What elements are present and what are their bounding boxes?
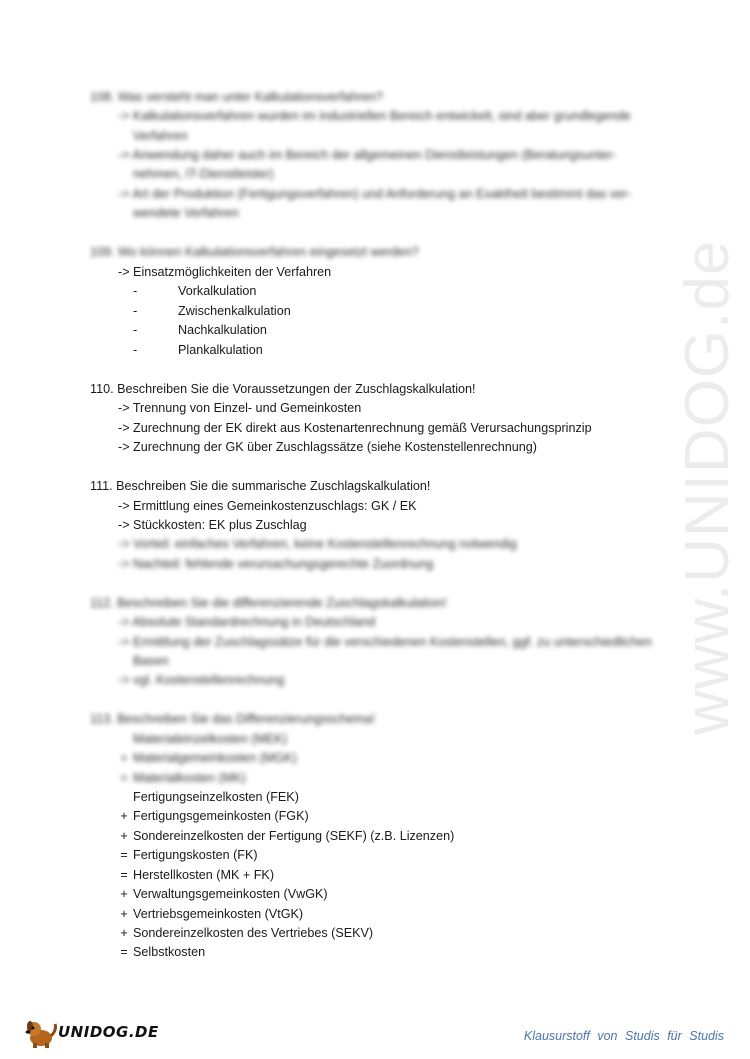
scheme-operator: + bbox=[120, 751, 128, 765]
scheme-operator: = bbox=[120, 848, 128, 862]
q111-line: -> Ermittlung eines Gemeinkostenzuschlags: GK / EK bbox=[118, 499, 417, 513]
q112-line: -> Absolute Standardrechnung in Deutschland bbox=[118, 615, 376, 629]
list-bullet: - bbox=[133, 343, 138, 357]
scheme-operator: + bbox=[120, 887, 128, 901]
scheme-item: Sondereinzelkosten der Fertigung (SEKF) (z.B. Lizenzen) bbox=[133, 829, 455, 843]
scheme-operator: + bbox=[120, 907, 128, 921]
scheme-item: Selbstkosten bbox=[133, 945, 206, 959]
scheme-operator: + bbox=[120, 829, 128, 843]
scheme-item: Verwaltungsgemeinkosten (VwGK) bbox=[133, 887, 328, 901]
scheme-operator: + bbox=[120, 926, 128, 940]
list-item-text: Vorkalkulation bbox=[178, 284, 257, 298]
q113-title: 113. Beschreiben Sie das Differenzierungsschema! bbox=[90, 712, 376, 726]
watermark: www.UNIDOG.de bbox=[673, 239, 742, 735]
scheme-item: Materialkosten (MK) bbox=[133, 771, 246, 785]
list-item-text: Nachkalkulation bbox=[178, 323, 267, 337]
q112-line: Basen bbox=[133, 654, 169, 668]
scheme-item: Sondereinzelkosten des Vertriebes (SEKV) bbox=[133, 926, 374, 940]
scheme-operator: = bbox=[120, 771, 128, 785]
q108-line: -> Anwendung daher auch im Bereich der allgemeinen Dienstleistungen (Beratungsunter- bbox=[118, 148, 617, 162]
q110-line: -> Trennung von Einzel- und Gemeinkosten bbox=[118, 401, 362, 415]
q108-title: 108. Was versteht man unter Kalkulationsverfahren? bbox=[90, 90, 383, 104]
list-bullet: - bbox=[133, 323, 138, 337]
list-item-text: Plankalkulation bbox=[178, 343, 263, 357]
q108-line: nehmen, IT-Dienstleister) bbox=[133, 167, 274, 181]
footer-tagline: Klausurstoff von Studis für Studis bbox=[523, 1029, 724, 1043]
q108-line: -> Kalkulationsverfahren wurden im industriellen Bereich entwickelt, sind aber grundlegende bbox=[118, 109, 631, 123]
scheme-item: Fertigungsgemeinkosten (FGK) bbox=[133, 809, 309, 823]
scheme-operator: = bbox=[120, 945, 128, 959]
q112-line: -> vgl. Kostenstellenrechnung bbox=[118, 673, 285, 687]
q110-line: -> Zurechnung der GK über Zuschlagssätze (siehe Kostenstellenrechnung) bbox=[118, 440, 537, 454]
q108-line: Verfahren bbox=[133, 129, 188, 143]
q109-intro: -> Einsatzmöglichkeiten der Verfahren bbox=[118, 265, 332, 279]
q112-line: -> Ermittlung der Zuschlagssätze für die verschiedenen Kostenstellen, ggf. zu unterschiedlichen bbox=[118, 635, 652, 649]
dog-icon bbox=[24, 1018, 58, 1051]
scheme-item: Materialgemeinkosten (MGK) bbox=[133, 751, 297, 765]
q111-line: -> Stückkosten: EK plus Zuschlag bbox=[118, 518, 307, 532]
scheme-item: Fertigungskosten (FK) bbox=[133, 848, 258, 862]
scheme-item: Materialeinzelkosten (MEK) bbox=[133, 732, 287, 746]
q110-line: -> Zurechnung der EK direkt aus Kostenartenrechnung gemäß Verursachungsprinzip bbox=[118, 421, 592, 435]
q108-line: -> Art der Produktion (Fertigungsverfahren) und Anforderung an Exaktheit bestimmt das ver- bbox=[118, 187, 632, 201]
list-item-text: Zwischenkalkulation bbox=[178, 304, 291, 318]
q111-line: -> Nachteil: fehlende verursachungsgerechte Zuordnung bbox=[118, 557, 434, 571]
logo-text: UNIDOG.DE bbox=[58, 1023, 159, 1041]
q110-title: 110. Beschreiben Sie die Voraussetzungen der Zuschlagskalkulation! bbox=[90, 382, 476, 396]
q109-title: 109. Wo können Kalkulationsverfahren eingesetzt werden? bbox=[90, 245, 419, 259]
list-bullet: - bbox=[133, 304, 138, 318]
scheme-operator: = bbox=[120, 868, 128, 882]
q111-title: 111. Beschreiben Sie die summarische Zuschlagskalkulation! bbox=[90, 479, 431, 493]
q108-line: wendete Verfahren bbox=[133, 206, 239, 220]
scheme-item: Herstellkosten (MK + FK) bbox=[133, 868, 275, 882]
q112-title: 112. Beschreiben Sie die differenzierende Zuschlagskalkulation! bbox=[90, 596, 447, 610]
scheme-operator: + bbox=[120, 809, 128, 823]
scheme-item: Fertigungseinzelkosten (FEK) bbox=[133, 790, 299, 804]
scheme-item: Vertriebsgemeinkosten (VtGK) bbox=[133, 907, 304, 921]
q111-line: -> Vorteil: einfaches Verfahren, keine Kostenstellenrechnung notwendig bbox=[118, 537, 517, 551]
list-bullet: - bbox=[133, 284, 138, 298]
